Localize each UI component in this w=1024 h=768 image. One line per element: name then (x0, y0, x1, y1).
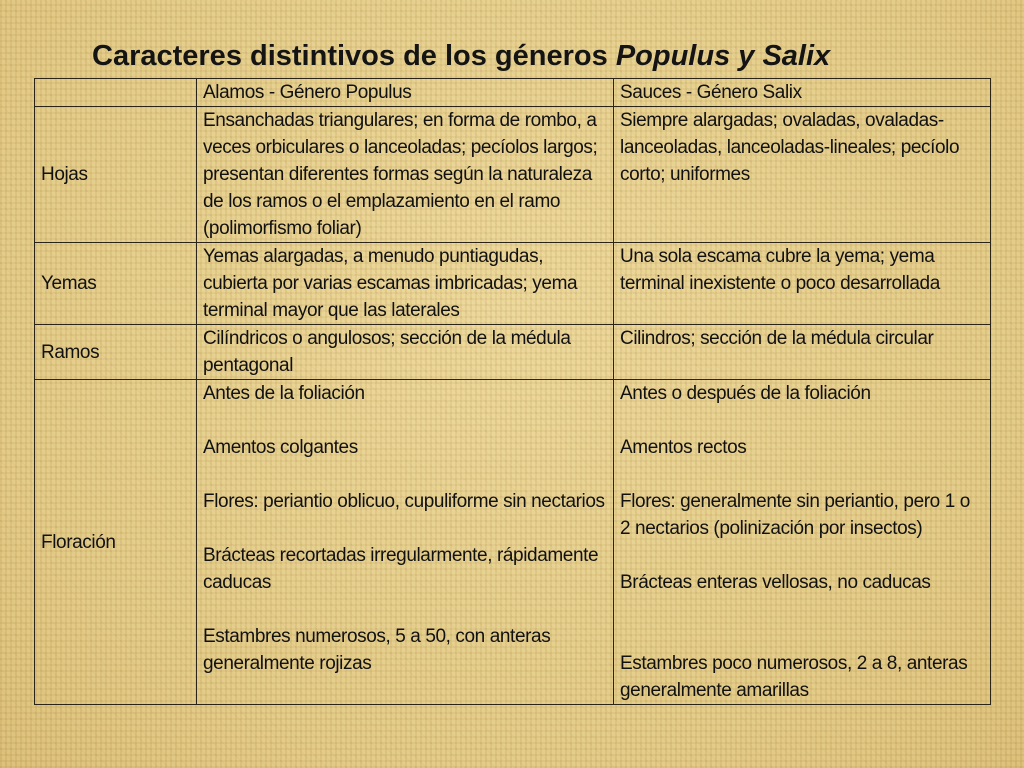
floracion-salix-item: Amentos rectos (620, 437, 747, 458)
comparison-table (34, 78, 991, 705)
floracion-populus-item: Antes de la foliación (203, 383, 365, 404)
cell-hojas-populus: Ensanchadas triangulares; en forma de rombo, a veces orbiculares o lanceoladas; pecíolos largos; presentan diferentes formas según la naturaleza de los ramos o el emplazamiento en el ramo (polimorfismo foliar) (197, 107, 614, 243)
floracion-salix-item: Estambres poco numerosos, 2 a 8, anteras generalmente amarillas (620, 653, 968, 701)
row-label-ramos: Ramos (35, 325, 197, 380)
cell-hojas-salix: Siempre alargadas; ovaladas, ovaladas-lanceoladas, lanceoladas-lineales; pecíolo corto; uniformes (614, 107, 991, 243)
table-row-ramos (35, 325, 991, 380)
comparison-table-container (34, 78, 990, 705)
row-label-yemas: Yemas (35, 243, 197, 325)
table-row-floracion (35, 380, 991, 705)
cell-ramos-populus: Cilíndricos o angulosos; sección de la médula pentagonal (197, 325, 614, 380)
table-row-hojas (35, 107, 991, 243)
cell-floracion-populus (197, 380, 614, 705)
title-genera: Populus y Salix (615, 40, 831, 72)
table-row-yemas (35, 243, 991, 325)
floracion-salix-item: Brácteas enteras vellosas, no caducas (620, 572, 931, 593)
floracion-populus-item: Brácteas recortadas irregularmente, rápidamente caducas (203, 545, 599, 593)
floracion-salix-item: Antes o después de la foliación (620, 383, 871, 404)
cell-floracion-salix (614, 380, 991, 705)
floracion-salix-item: Flores: generalmente sin periantio, pero 1 o 2 nectarios (polinización por insectos) (620, 491, 970, 539)
title-text: Caracteres distintivos de los géneros (92, 40, 616, 72)
cell-ramos-salix: Cilindros; sección de la médula circular (614, 325, 991, 380)
floracion-populus-item: Amentos colgantes (203, 437, 358, 458)
header-populus: Alamos - Género Populus (197, 79, 614, 107)
header-empty-cell (35, 79, 197, 107)
header-salix: Sauces - Género Salix (614, 79, 991, 107)
row-label-floracion: Floración (35, 380, 197, 705)
floracion-populus-item: Estambres numerosos, 5 a 50, con anteras generalmente rojizas (203, 626, 551, 674)
cell-yemas-populus: Yemas alargadas, a menudo puntiagudas, cubierta por varias escamas imbricadas; yema terminal mayor que las laterales (197, 243, 614, 325)
table-header-row (35, 79, 991, 107)
row-label-hojas: Hojas (35, 107, 197, 243)
slide-title (0, 38, 1024, 74)
floracion-populus-item: Flores: periantio oblicuo, cupuliforme sin nectarios (203, 491, 605, 512)
cell-yemas-salix: Una sola escama cubre la yema; yema terminal inexistente o poco desarrollada (614, 243, 991, 325)
